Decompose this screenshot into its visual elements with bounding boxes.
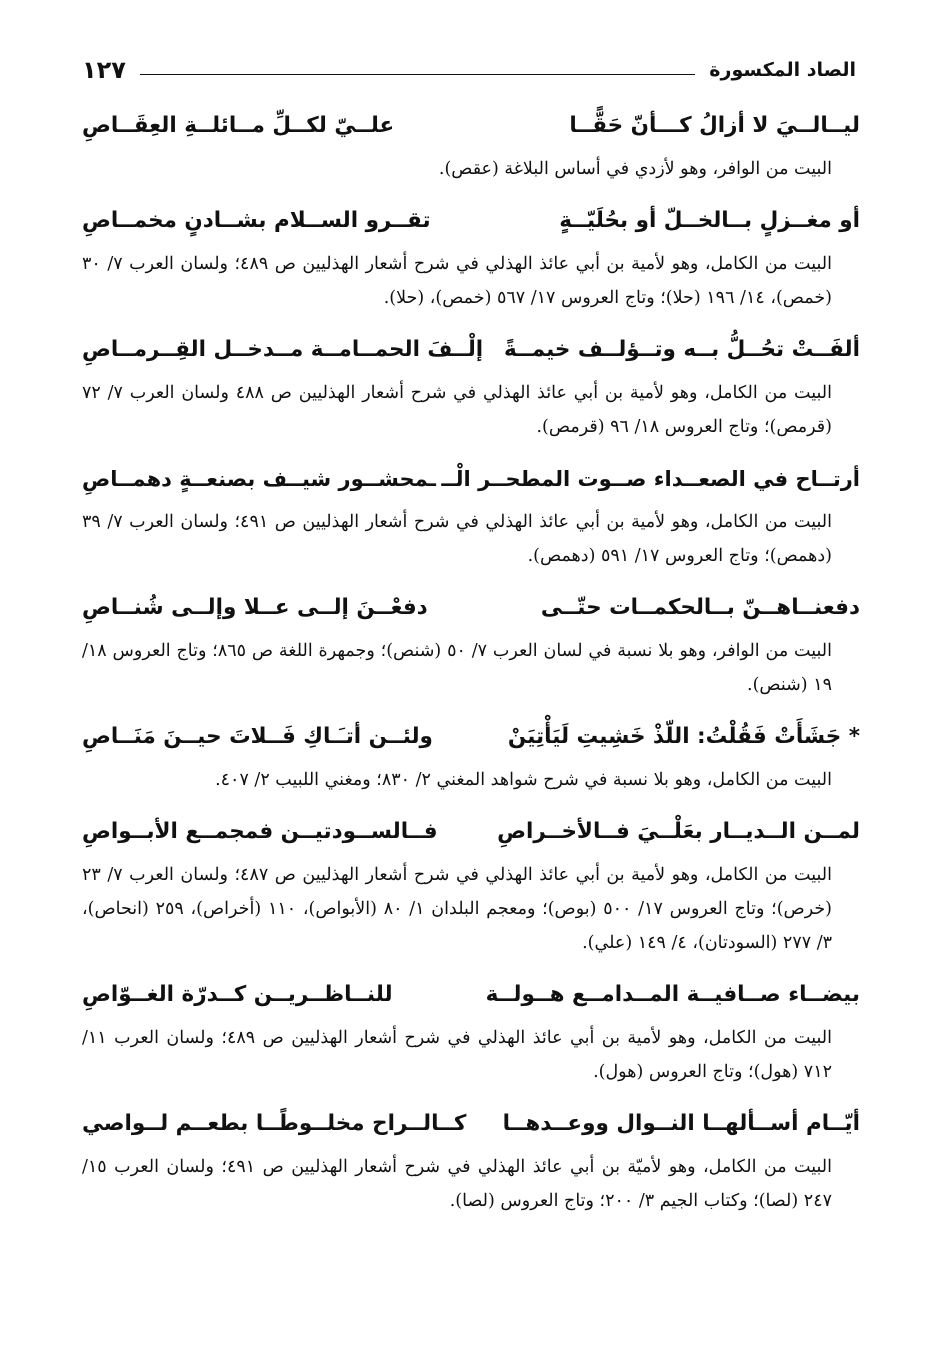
verse-line	[82, 100, 860, 152]
entry	[82, 969, 860, 1089]
entry	[82, 806, 860, 960]
citation-note: البيت من الكامل، وهو لأميّة بن أبي عائذ الهذلي في شرح أشعار الهذليين ص ٤٩١؛ ولسان العرب ١٥/ ٢٤٧ (لصا)؛ وكتاب الجيم ٣/ ٢٠٠؛ وتاج العروس (لصا).	[82, 1157, 832, 1211]
page-number: ١٢٧	[82, 56, 126, 84]
first-hemistich: أيّــام أســألهــا النــوال ووعــدهــا	[502, 1111, 860, 1136]
entry	[82, 1098, 860, 1218]
first-hemistich: ليــالــيَ لا أزالُ كـــأنّ حَقًّــا	[569, 113, 860, 138]
verse-line	[82, 453, 860, 505]
second-hemistich: تقــرو الســلام بشــادنٍ مخمــاصِ	[82, 208, 431, 233]
entry	[82, 582, 860, 702]
first-hemistich: دفعنــاهــنّ بــالحكمــات حتّــى	[540, 595, 860, 620]
verse-line	[82, 1098, 860, 1150]
citation-note: البيت من الوافر، وهو لأزدي في أساس البلاغة (عقص).	[438, 159, 832, 179]
entry	[82, 711, 860, 797]
verse-line	[82, 324, 860, 376]
second-hemistich: كــالــراح مخلــوطًــا بطعــم لــواصي	[82, 1111, 467, 1136]
citation-note: البيت من الوافر، وهو بلا نسبة في لسان العرب ٧/ ٥٠ (شنص)؛ وجمهرة اللغة ص ٨٦٥؛ وتاج العروس ١٨/ ١٩ (شنص).	[82, 641, 832, 695]
first-hemistich: ألفَــتْ تحُــلُّ بــه وتــؤلــف خيمــةً	[504, 337, 860, 362]
second-hemistich: فــالســودتيــن فمجمــع الأبــواصِ	[82, 819, 438, 844]
citation-note: البيت من الكامل، وهو لأمية بن أبي عائذ الهذلي في شرح أشعار الهذليين ص ٤٨٧؛ ولسان العرب ٧/ ٢٣ (خرص)؛ وتاج العروس ١٧/ ٥٠٠ (بوص)؛ ومعجم البلدان ١/ ٨٠ (الأبواص)، ١١٠ (أخراص)، ٢٥٩ (انحاص)، ٣/ ٢٧٧ (السودتان)، ٤/ ١٤٩ (علي).	[82, 865, 832, 953]
first-hemistich: لمــن الــديــار بعَلْــيَ فــالأخــراصِ	[497, 819, 860, 844]
second-hemistich: علــيّ لكــلِّ مــائلــةِ العِقَــاصِ	[82, 113, 395, 138]
entry	[82, 100, 860, 186]
verse-line	[82, 969, 860, 1021]
second-hemistich: للنــاظــريــن كــدرّة الغــوّاصِ	[82, 982, 393, 1007]
entry	[82, 195, 860, 315]
citation-note: البيت من الكامل، وهو لأمية بن أبي عائذ الهذلي في شرح أشعار الهذليين ص ٤٨٩؛ ولسان العرب ٧/ ٣٠ (خمص)، ١٤/ ١٩٦ (حلا)؛ وتاج العروس ١٧/ ٥٦٧ (خمص)، (حلا).	[82, 254, 832, 308]
second-hemistich: دفعْــنَ إلــى عــلا وإلــى شُنــاصِ	[82, 595, 428, 620]
first-hemistich: أرتــاح في الصعــداء صــوت المطحــر الْــ	[441, 467, 860, 491]
citation-note: البيت من الكامل، وهو بلا نسبة في شرح شواهد المغني ٢/ ٨٣٠؛ ومغني اللبيب ٢/ ٤٠٧.	[215, 770, 832, 790]
header-rule	[140, 74, 695, 75]
first-hemistich: أو مغــزلٍ بــالخــلّ أو بحُلَيّــةٍ	[559, 208, 860, 233]
entry	[82, 324, 860, 444]
citation-note: البيت من الكامل، وهو لأمية بن أبي عائذ الهذلي في شرح أشعار الهذليين ص ٤٨٩؛ ولسان العرب ١١/ ٧١٢ (هول)؛ وتاج العروس (هول).	[82, 1028, 832, 1082]
second-hemistich: ـمحشــور شيــف بصنعــةٍ دهمــاصِ	[82, 467, 436, 491]
second-hemistich: إلْــفَ الحمــامــة مــدخــل القِــرمــاصِ	[82, 337, 484, 362]
page-content	[82, 100, 860, 1227]
second-hemistich: ولئــن أتـَـاكِ فَــلاتَ حيــنَ مَنَــاصِ	[82, 724, 433, 749]
citation-note: البيت من الكامل، وهو لأمية بن أبي عائذ الهذلي في شرح أشعار الهذليين ص ٤٨٨ ولسان العرب ٧/ ٧٢ (قرمص)؛ وتاج العروس ١٨/ ٩٦ (قرمص).	[82, 383, 832, 437]
first-hemistich: بيضــاء صــافيــة المــدامــع هــولــة	[485, 982, 860, 1007]
verse-line	[82, 806, 860, 858]
entry	[82, 453, 860, 573]
verse-line	[82, 582, 860, 634]
citation-note: البيت من الكامل، وهو لأمية بن أبي عائذ الهذلي في شرح أشعار الهذليين ص ٤٩١؛ ولسان العرب ٧/ ٣٩ (دهمص)؛ وتاج العروس ١٧/ ٥٩١ (دهمص).	[82, 512, 832, 566]
verse-line	[82, 195, 860, 247]
first-hemistich: * جَشَأَتْ فَقُلْتُ: اللّذْ خَشِيتِ لَيَأْتِيَنْ	[507, 724, 860, 749]
running-title: الصاد المكسورة	[709, 59, 856, 81]
verse-line	[82, 711, 860, 763]
page-header	[82, 52, 856, 88]
